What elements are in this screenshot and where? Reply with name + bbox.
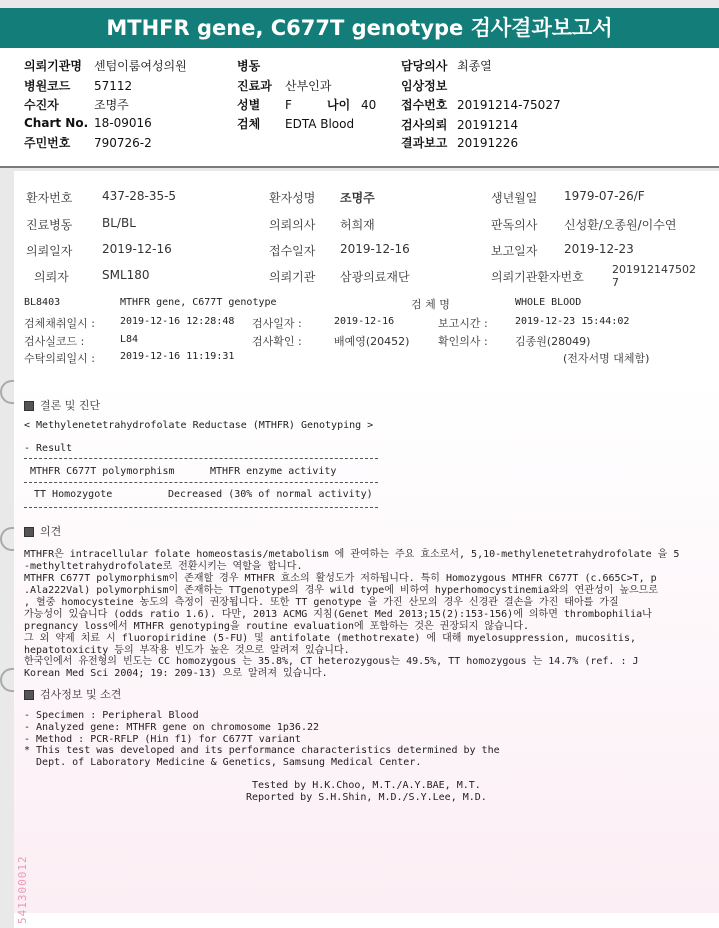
test-value: 2019-12-16 12:28:48 (120, 316, 235, 327)
test-label: 검사확인 : (252, 335, 302, 348)
opinion-line: pregnancy loss에서 MTHFR genotyping을 routine evaluation에 포함하는 것은 권장되지 않습니다. (24, 621, 530, 632)
info-line: - Method : PCR-RFLP (Hin f1) for C677T variant (24, 734, 301, 745)
test-label: 검사일자 : (252, 317, 302, 330)
test-label: 보고시간 : (438, 317, 488, 330)
test-value: 2019-12-23 15:44:02 (515, 316, 630, 327)
header-field: 진료과 산부인과 (237, 79, 332, 93)
patient-value: BL/BL (102, 216, 136, 230)
patient-value: 2019-12-23 (564, 242, 634, 256)
header-field: 성별 F 나이 40 (237, 98, 377, 112)
patient-label: 접수일자 (269, 244, 316, 258)
reported-by: Reported by S.H.Shin, M.D./S.Y.Lee, M.D. (246, 792, 487, 803)
section-conclusion: 결론 및 진단 (24, 397, 100, 413)
report-header (0, 48, 719, 168)
binder-hole-mark (0, 668, 14, 692)
result-column-header: MTHFR C677T polymorphism (30, 466, 175, 477)
report-title: MTHFR gene, C677T genotype 검사결과보고서 (0, 8, 719, 48)
test-value: 배예영(20452) (334, 335, 410, 348)
patient-label: 판독의사 (491, 218, 538, 232)
opinion-line: -methyltetrahydrofolate로 전환시키는 역할을 합니다. (24, 561, 303, 572)
opinion-line: 가능성이 있습니다 (odds ratio 1.6). 다만, 2013 ACMG 지침(Genet Med 2013;15(2):153-156)에 의하면 thrombophilia나 (24, 609, 652, 620)
header-field: 수진자 조명주 (24, 98, 129, 112)
dashed-rule (24, 458, 378, 459)
patient-label: 의뢰자 (34, 270, 69, 284)
result-heading: < Methylenetetrahydrofolate Reductase (MTHFR) Genotyping > (24, 420, 374, 431)
header-field: 검체 EDTA Blood (237, 117, 355, 131)
patient-value: 삼광의료재단 (340, 270, 410, 284)
header-field: 결과보고 20191226 (401, 136, 519, 150)
header-field: 주민번호 790726-2 (24, 136, 152, 150)
patient-label: 의뢰기관 (269, 270, 316, 284)
specimen-value: WHOLE BLOOD (515, 297, 582, 308)
patient-label: 환자번호 (26, 191, 73, 205)
header-field: 병동 (237, 59, 261, 73)
specimen-label: 검 체 명 (411, 298, 450, 311)
test-value: 2019-12-16 (334, 316, 395, 327)
patient-value: 7 (612, 276, 619, 289)
patient-value: 1979-07-26/F (564, 189, 645, 203)
patient-value: 437-28-35-5 (102, 189, 177, 203)
patient-label: 의뢰일자 (26, 244, 73, 258)
section-square-icon (24, 527, 34, 537)
opinion-line: MTHFR은 intracellular folate homeostasis/metabolism 에 관여하는 주요 효소로서, 5,10-methylenetetrahydrofolate 을 5 (24, 549, 680, 560)
info-line: * This test was developed and its performance characteristics determined by the (24, 745, 500, 756)
header-field: 임상정보 (401, 79, 448, 93)
test-label: 검체채취일시 : (24, 317, 95, 330)
test-label: 수탁의뢰일시 : (24, 352, 95, 365)
info-line: - Specimen : Peripheral Blood (24, 710, 199, 721)
patient-label: 환자성명 (269, 191, 316, 205)
enzyme-activity-result: Decreased (30% of normal activity) (168, 489, 373, 500)
header-field: 의뢰기관명 센텀이룸여성의원 (24, 59, 187, 73)
signature-note: (전자서명 대체함) (563, 352, 650, 365)
test-label: 확인의사 : (438, 335, 488, 348)
header-field: 검사의뢰 20191214 (401, 118, 519, 132)
header-field: 접수번호 20191214-75027 (401, 98, 561, 112)
result-column-header: MTHFR enzyme activity (210, 466, 337, 477)
patient-value: 201912147502 (612, 263, 696, 276)
test-code: BL8403 (24, 297, 61, 308)
binder-hole-mark (0, 380, 14, 404)
patient-value: 신성환/오종원/이수연 (564, 218, 677, 232)
tested-by: Tested by H.K.Choo, M.T./A.Y.BAE, M.T. (252, 780, 481, 791)
header-field: Chart No. 18-09016 (24, 116, 152, 130)
genotype-result: TT Homozygote (34, 489, 113, 500)
opinion-line: Korean Med Sci 2004; 19: 209-13) 으로 알려져 있습니다. (24, 668, 328, 679)
binder-hole-mark (0, 527, 14, 551)
patient-label: 의뢰기관환자번호 (491, 270, 584, 284)
dashed-rule (24, 507, 378, 508)
result-label: - Result (24, 443, 73, 454)
opinion-line: 한국인에서 유전형의 빈도는 CC homozygous 는 35.8%, CT heterozygous는 49.5%, TT homozygous 는 14.7% (ref. : J (24, 656, 639, 667)
patient-label: 생년월일 (491, 191, 538, 205)
opinion-line: hepatotoxicity 등의 부작용 빈도가 높은 것으로 알려져 있습니다. (24, 645, 350, 656)
patient-label: 보고일자 (491, 244, 538, 258)
patient-value: 허희재 (340, 218, 375, 232)
test-value: L84 (120, 334, 139, 345)
section-square-icon (24, 401, 34, 411)
section-square-icon (24, 690, 34, 700)
opinion-line: 그 외 약제 치료 시 fluoropiridine (5-FU) 및 antifolate (methotrexate) 에 대해 myelosuppression, mucositis, (24, 633, 636, 644)
opinion-line: .Ala222Val) polymorphism이 존재하는 TTgenotype의 경우 wild type에 비하여 hyperhomocystinemia와의 연관성이 높으므로 (24, 585, 658, 596)
test-label: 검사실코드 : (24, 335, 85, 348)
patient-value: SML180 (102, 268, 150, 282)
patient-label: 의뢰의사 (269, 218, 316, 232)
info-line: Dept. of Laboratory Medicine & Genetics, Samsung Medical Center. (24, 757, 422, 768)
header-field: 병원코드 57112 (24, 79, 133, 93)
test-value: 2019-12-16 11:19:31 (120, 351, 235, 362)
test-name: MTHFR gene, C677T genotype (120, 297, 277, 308)
section-opinion: 의견 (24, 523, 61, 539)
patient-label: 진료병동 (26, 218, 73, 232)
test-value: 김종원(28049) (515, 335, 591, 348)
patient-value: 2019-12-16 (102, 242, 172, 256)
opinion-line: , 혈중 homocysteine 농도의 측정이 권장됩니다. 또한 TT genotype 을 가진 산모의 경우 신경관 결손을 가진 태아를 가질 (24, 597, 619, 608)
header-field: 담당의사 최종열 (401, 59, 492, 73)
opinion-line: MTHFR C677T polymorphism이 존재할 경우 MTHFR 효소의 활성도가 저하됩니다. 특히 Homozygous MTHFR C677T (c.665C>T, p (24, 573, 657, 584)
info-line: - Analyzed gene: MTHFR gene on chromosome 1p36.22 (24, 722, 320, 733)
patient-value: 2019-12-16 (340, 242, 410, 256)
section-test-info: 검사정보 및 소견 (24, 686, 121, 702)
dashed-rule (24, 482, 378, 483)
patient-value: 조명주 (340, 191, 375, 205)
vertical-page-stamp: 541300012 (16, 855, 29, 924)
